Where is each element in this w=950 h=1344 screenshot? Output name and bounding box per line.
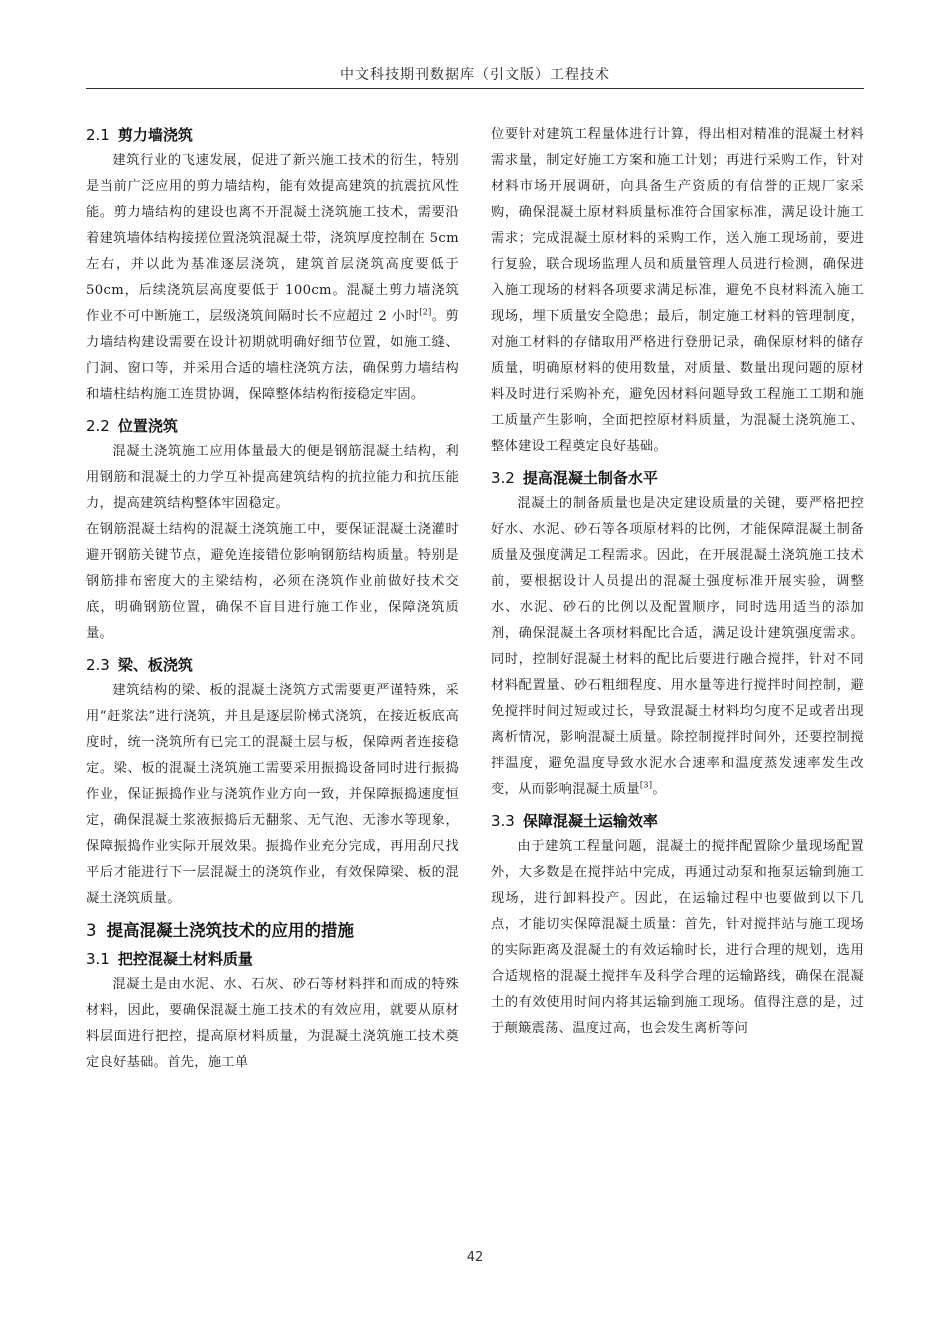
paragraph xyxy=(491,122,864,460)
paragraph-text: 位要针对建筑工程量体进行计算，得出相对精准的混凝土材料需求量，制定好施工方案和施工计划；再进行采购工作，针对材料市场开展调研，向具备生产资质的有信誉的正规厂家采购，确保混凝土原材料质量标准符合国家标准，满足设计施工需求；完成混凝土原材料的采购工作，送入施工现场前，要进行复验，联合现场监理人员和质量管理人员进行检测，确保进入施工现场的材料各项要求满足标准，避免不良材料流入施工现场，埋下质量安全隐患；最后，制定施工材料的管理制度，对施工材料的存储取用严格进行登册记录，确保原材料的储存质量，明确原材料的使用数量，对质量、数量出现问题的原材料及时进行采购补充，避免因材料问题导致工程施工工期和施工质量产生影响，全面把控原材料质量，为混凝土浇筑施工、整体建设工程奠定良好基础。 xyxy=(491,127,864,454)
section-title: 把控混凝土材料质量 xyxy=(117,950,253,968)
paragraph xyxy=(86,148,459,408)
section-number: 3.2 xyxy=(491,469,515,487)
paragraph xyxy=(491,834,864,1042)
citation-ref: [2] xyxy=(419,307,432,317)
paragraph xyxy=(491,491,864,803)
paragraph xyxy=(86,517,459,647)
section-heading-2-1 xyxy=(86,122,459,148)
section-title: 位置浇筑 xyxy=(117,417,178,435)
section-title: 提高混凝土浇筑技术的应用的措施 xyxy=(106,921,354,940)
journal-header: 中文科技期刊数据库（引文版）工程技术 xyxy=(340,67,610,83)
section-number: 3.3 xyxy=(491,812,515,830)
right-column xyxy=(491,122,864,1047)
paragraph-text: 在钢筋混凝土结构的混凝土浇筑施工中，要保证混凝土浇灌时避开钢筋关键节点，避免连接错位影响钢筋结构质量。特别是钢筋排布密度大的主梁结构，必须在浇筑作业前做好技术交底，明确钢筋位置，确保不盲目进行施工作业，保障浇筑质量。 xyxy=(86,522,459,641)
paragraph xyxy=(86,439,459,517)
paragraph-text: 混凝土的制备质量也是决定建设质量的关键，要严格把控好水、水泥、砂石等各项原材料的比例，才能保障混凝土制备质量及强度满足工程需求。因此，在开展混凝土浇筑施工技术前，要根据设计人员提出的混凝土强度标准开展实验，调整水、水泥、砂石的比例以及配置顺序，同时选用适当的添加剂，确保混凝土各项材料配比合适，满足设计建筑强度需求。同时，控制好混凝土材料的配比后要进行融合搅拌，针对不同材料配置量、砂石粗细程度、用水量等进行搅拌时间控制，避免搅拌时间过短或过长，导致混凝土材料均匀度不足或者出现离析情况，影响混凝土质量。除控制搅拌时间外，还要控制搅拌温度，避免温度导致水泥水合速率和温度蒸发速率发生改变，从而影响混凝土质量 xyxy=(491,496,864,797)
section-number: 2.1 xyxy=(86,126,110,144)
section-heading-2-2 xyxy=(86,413,459,439)
paragraph xyxy=(86,678,459,912)
section-heading-3-2 xyxy=(491,465,864,491)
paragraph-text: 。剪力墙结构建设需要在设计初期就明确好细节位置，如施工缝、门洞、窗口等，并采用合适的墙柱浇筑方法，确保剪力墙结构和墙柱结构施工连贯协调，保障整体结构衔接稳定牢固。 xyxy=(86,309,460,402)
section-title: 梁、板浇筑 xyxy=(117,656,193,674)
left-column xyxy=(86,122,459,1081)
section-number: 3 xyxy=(86,921,97,940)
paragraph-text: 混凝土浇筑施工应用体量最大的便是钢筋混凝土结构，利用钢筋和混凝土的力学互补提高建筑结构的抗拉能力和抗压能力，提高建筑结构整体牢固稳定。 xyxy=(86,444,459,511)
paragraph-text: 建筑结构的梁、板的混凝土浇筑方式需要更严谨特殊，采用“赶浆法”进行浇筑，并且是逐层阶梯式浇筑，在接近板底高度时，统一浇筑所有已完工的混凝土层与板，保障两者连接稳定。梁、板的混凝土浇筑施工需要采用振捣设备同时进行振捣作业，保证振捣作业与浇筑作业方向一致，并保障振捣速度恒定，确保混凝土浆液振捣后无翻浆、无气泡、无渗水等现象，保障振捣作业实际开展效果。振捣作业充分完成，再用刮尺找平后才能进行下一层混凝土的浇筑作业，有效保障梁、板的混凝土浇筑质量。 xyxy=(86,683,459,906)
section-heading-3 xyxy=(86,917,459,945)
section-heading-3-1 xyxy=(86,946,459,972)
paragraph xyxy=(86,972,459,1076)
section-title: 提高混凝土制备水平 xyxy=(522,469,658,487)
citation-ref: [3] xyxy=(639,780,653,790)
paragraph-text: 建筑行业的飞速发展，促进了新兴施工技术的衍生，特别是当前广泛应用的剪力墙结构，能有效提高建筑的抗震抗风性能。剪力墙结构的建设也离不开混凝土浇筑施工技术，需要沿着建筑墙体结构接搓位置浇筑混凝土带，浇筑厚度控制在 5cm 左右，并以此为基准逐层浇筑，建筑首层浇筑高度要低于 50cm，后续浇筑层高度要低于 100cm。混凝土剪力墙浇筑作业不可中断施工，层级浇筑间隔时长不应超过 2 小时 xyxy=(86,153,459,324)
section-heading-2-3 xyxy=(86,652,459,678)
paragraph-text: 混凝土是由水泥、水、石灰、砂石等材料拌和而成的特殊材料，因此，要确保混凝土施工技术的有效应用，就要从原材料层面进行把控，提高原材料质量，为混凝土浇筑施工技术奠定良好基础。首先，施工单 xyxy=(86,977,459,1070)
paragraph-text: 由于建筑工程量问题，混凝土的搅拌配置除少量现场配置外，大多数是在搅拌站中完成，再通过动泵和拖泵运输到施工现场，进行卸料投产。因此，在运输过程中也要做到以下几点，才能切实保障混凝土质量：首先，针对搅拌站与施工现场的实际距离及混凝土的有效运输时长，进行合理的规划，选用合适规格的混凝土搅拌车及科学合理的运输路线，确保在混凝土的有效使用时间内将其运输到施工现场。值得注意的是，过于颠簸震荡、温度过高，也会发生离析等问 xyxy=(491,839,864,1036)
section-title: 剪力墙浇筑 xyxy=(117,126,193,144)
section-number: 3.1 xyxy=(86,950,110,968)
section-heading-3-3 xyxy=(491,808,864,834)
section-title: 保障混凝土运输效率 xyxy=(522,812,658,830)
page-number: 42 xyxy=(466,1250,484,1265)
paragraph-text: 。 xyxy=(652,782,666,797)
section-number: 2.2 xyxy=(86,417,110,435)
section-number: 2.3 xyxy=(86,656,110,674)
header-rule xyxy=(86,88,864,89)
